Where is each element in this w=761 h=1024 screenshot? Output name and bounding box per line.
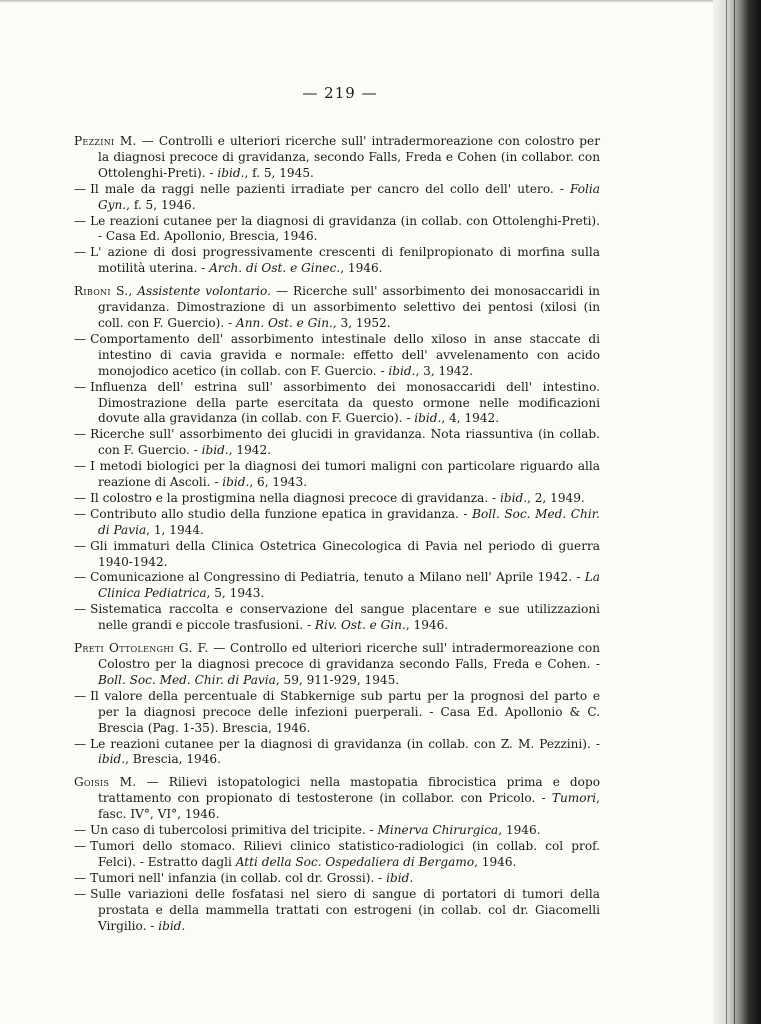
entry-dash: — (74, 213, 87, 228)
bibliography-entry (74, 214, 600, 246)
entry-text: , 59, 911-929, 1945. (275, 672, 400, 687)
entry-text: Gli immaturi della Clinica Ostetrica Ginecologica di Pavia nel periodo di guerra 1940-1942. (90, 538, 600, 569)
entry-text: , 1946. (405, 618, 449, 633)
entry-text: Sulle variazioni delle fosfatasi nel siero di sangue di portatori di tumori della prostata e della mammella trattati con estrogeni (in collab. col dr. Giacomelli Virgilio. - (90, 886, 600, 933)
bibliography-entry (74, 689, 600, 737)
entry-dash: — (74, 379, 87, 394)
citation-title: ibid. (222, 475, 250, 490)
citation-title: Tumori (551, 791, 597, 806)
citation-title: Atti della Soc. Ospedaliera di Bergamo (235, 854, 475, 869)
entry-text: Contributo allo studio della funzione epatica in gravidanza. - (90, 506, 473, 521)
entry-text: — Controllo ed ulteriori ricerche sull' intradermoreazione con Colostro per la diagnosi precoce di gravidanza secondo Falls, Freda e Cohen. - (98, 641, 600, 671)
citation-title: Arch. di Ost. e Ginec. (209, 261, 341, 276)
entry-text: I metodi biologici per la diagnosi dei tumori maligni con particolare riguardo alla reazione di Ascoli. - (90, 459, 600, 490)
entry-dash: — (74, 181, 87, 196)
entry-text: , 2, 1949. (527, 490, 585, 505)
entry-text: Il male da raggi nelle pazienti irradiate per cancro del collo dell' utero. - (90, 181, 571, 196)
citation-title: Folia Gyn. (98, 181, 600, 212)
bibliography-entry (74, 427, 600, 459)
entry-dash: — (74, 688, 87, 703)
author-block (74, 775, 600, 934)
author-first-entry: Riboni S., Assistente volontario. — Ricerche sull' assorbimento dei monosaccaridi in gravidanza. Dimostrazione di un assorbimento selettivo dei pentosi (xilosi (in coll. con F. Guercio). - Ann. Ost. e Gin., 3, 1952. (74, 284, 600, 330)
citation-title: Boll. Soc. Med. Chir. di Pavia (98, 506, 600, 537)
author-first-entry (74, 134, 600, 182)
entry-text: , 3, 1952. (332, 315, 391, 330)
citation-title: ibid. (386, 870, 414, 885)
entry-text: Influenza dell' estrina sull' assorbimento dei monosaccaridi dell' intestino. Dimostrazione della parte esercitata da questo ormone nelle modificazioni dovute alla gravidanza (in collab. con F. Guercio). - (90, 379, 600, 426)
entry-dash: — (74, 570, 87, 585)
page-top-shadow (0, 0, 761, 3)
author-name: Goisis M. (74, 775, 137, 790)
entry-text: , 1946. (498, 823, 541, 838)
entry-text: , 4, 1942. (441, 411, 500, 426)
entry-dash: — (74, 427, 87, 442)
book-binding-edge (713, 0, 761, 1024)
author-name: Preti Ottolenghi G. F. (74, 641, 209, 656)
entry-text: , f. 5, 1945. (244, 165, 314, 180)
bibliography-entry (74, 380, 600, 428)
entry-text: , 1946. (474, 854, 517, 869)
entry-text: L' azione di dosi progressivamente crescenti di fenilpropionato di morfina sulla motilità uterina. - (90, 245, 600, 276)
binding-line (734, 0, 735, 1024)
citation-title: Boll. Soc. Med. Chir. di Pavia (98, 672, 276, 687)
entry-dash: — (74, 331, 87, 346)
entry-dash: — (74, 736, 87, 751)
citation-title: ibid. (158, 918, 186, 933)
bibliography-entry (74, 245, 600, 277)
entry-text: Le reazioni cutanee per la diagnosi di gravidanza (in collab. con Z. M. Pezzini). - (90, 736, 600, 751)
bibliography-entry (74, 823, 600, 839)
entry-text: , 1, 1944. (146, 522, 204, 537)
bibliography-entry (74, 332, 600, 380)
entry-text: — Ricerche sull' assorbimento dei monosaccaridi in gravidanza. Dimostrazione di un assorbimento selettivo dei pentosi (xilosi (in coll. con F. Guercio). - (98, 284, 600, 330)
entry-text: Tumori dello stomaco. Rilievi clinico statistico-radiologici (in collab. col prof. Felci). - Estratto dagli (90, 838, 600, 869)
author-block (74, 284, 600, 634)
entry-dash: — (74, 602, 87, 617)
bibliography-entry (74, 570, 600, 602)
author-first-entry (74, 641, 600, 689)
entry-text: Il valore della percentuale di Stabkernige sub partu per la prognosi del parto e per la diagnosi precoce delle infezioni puerperali. - Casa Ed. Apollonio & C. Brescia (Pag. 1-35). Brescia, 1946. (90, 688, 600, 735)
citation-title: ibid. (499, 490, 528, 505)
author-name: Riboni S. (74, 284, 129, 299)
entry-text: , 1946. (340, 261, 383, 276)
entry-dash: — (74, 886, 87, 901)
citation-title: Riv. Ost. e Gin. (314, 618, 406, 633)
bibliography-list (74, 134, 600, 941)
entry-text: Sistematica raccolta e conservazione del sangue placentare e sue utilizzazioni nelle grandi e piccole trasfusioni. - (90, 602, 600, 633)
author-name: Pezzini M. (74, 134, 137, 148)
citation-title: Ann. Ost. e Gin. (236, 315, 333, 330)
entry-dash: — (74, 823, 87, 838)
entry-text: , f. 5, 1946. (126, 197, 196, 212)
entry-text: — Controlli e ulteriori ricerche sull' intradermoreazione con colostro per la diagnosi precoce di gravidanza, secondo Falls, Freda e Cohen (in collabor. con Ottolenghi-Preti). - (98, 134, 600, 180)
bibliography-entry (74, 459, 600, 491)
citation-title: Minerva Chirurgica (377, 823, 499, 838)
bibliography-entry (74, 887, 600, 935)
entry-text: , Brescia, 1946. (125, 752, 221, 767)
binding-line (726, 0, 727, 1024)
entry-text: Il colostro e la prostigmina nella diagnosi precoce di gravidanza. - (90, 490, 500, 505)
citation-title: La Clinica Pediatrica (98, 570, 600, 601)
citation-title: ibid. (217, 165, 245, 180)
citation-title: Assistente volontario. (137, 284, 271, 299)
entry-text: Tumori nell' infanzia (in collab. col dr. Grossi). - (90, 870, 387, 885)
entry-text: , 6, 1943. (249, 475, 308, 490)
entry-dash: — (74, 490, 87, 505)
entry-dash: — (74, 838, 87, 853)
entry-text: , fasc. IV°, VI°, 1946. (98, 791, 600, 822)
citation-title: ibid. (201, 443, 229, 458)
bibliography-entry (74, 871, 600, 887)
entry-text: Le reazioni cutanee per la diagnosi di gravidanza (in collab. con Ottolenghi-Preti). - Casa Ed. Apollonio, Brescia, 1946. (90, 213, 600, 244)
bibliography-entry (74, 737, 600, 769)
citation-title: ibid. (388, 363, 416, 378)
entry-text: , 5, 1943. (206, 586, 265, 601)
page-number: — 219 — (302, 84, 378, 102)
bibliography-entry (74, 182, 600, 214)
author-first-entry (74, 775, 600, 823)
entry-text: Ricerche sull' assorbimento dei glucidi in gravidanza. Nota riassuntiva (in collab. con F. Guercio. - (90, 427, 600, 458)
entry-text: , 3, 1942. (415, 363, 474, 378)
entry-dash: — (74, 459, 87, 474)
author-block (74, 641, 600, 768)
bibliography-entry (74, 602, 600, 634)
entry-dash: — (74, 506, 87, 521)
author-block (74, 134, 600, 277)
entry-text: , 1942. (228, 443, 271, 458)
entry-text: Comunicazione al Congressino di Pediatria, tenuto a Milano nell' Aprile 1942. - (90, 570, 585, 585)
entry-dash: — (74, 245, 87, 260)
citation-title: ibid. (414, 411, 442, 426)
bibliography-entry (74, 539, 600, 571)
bibliography-entry (74, 507, 600, 539)
entry-text: — Rilievi istopatologici nella mastopatia fibrocistica prima e dopo trattamento con propionato di testosterone (in collabor. con Pricolo. - (98, 775, 600, 806)
entry-dash: — (74, 870, 87, 885)
entry-text: Comportamento dell' assorbimento intestinale dello xiloso in anse staccate di intestino di cavia gravida e normale: effetto dell' avvelenamento con acido monojodico acetico (in collab. con F. Guercio. - (90, 331, 600, 378)
entry-dash: — (74, 538, 87, 553)
citation-title: ibid. (98, 752, 126, 767)
bibliography-entry (74, 491, 600, 507)
bibliography-entry (74, 839, 600, 871)
entry-text: Un caso di tubercolosi primitiva del tricipite. - (90, 823, 378, 838)
